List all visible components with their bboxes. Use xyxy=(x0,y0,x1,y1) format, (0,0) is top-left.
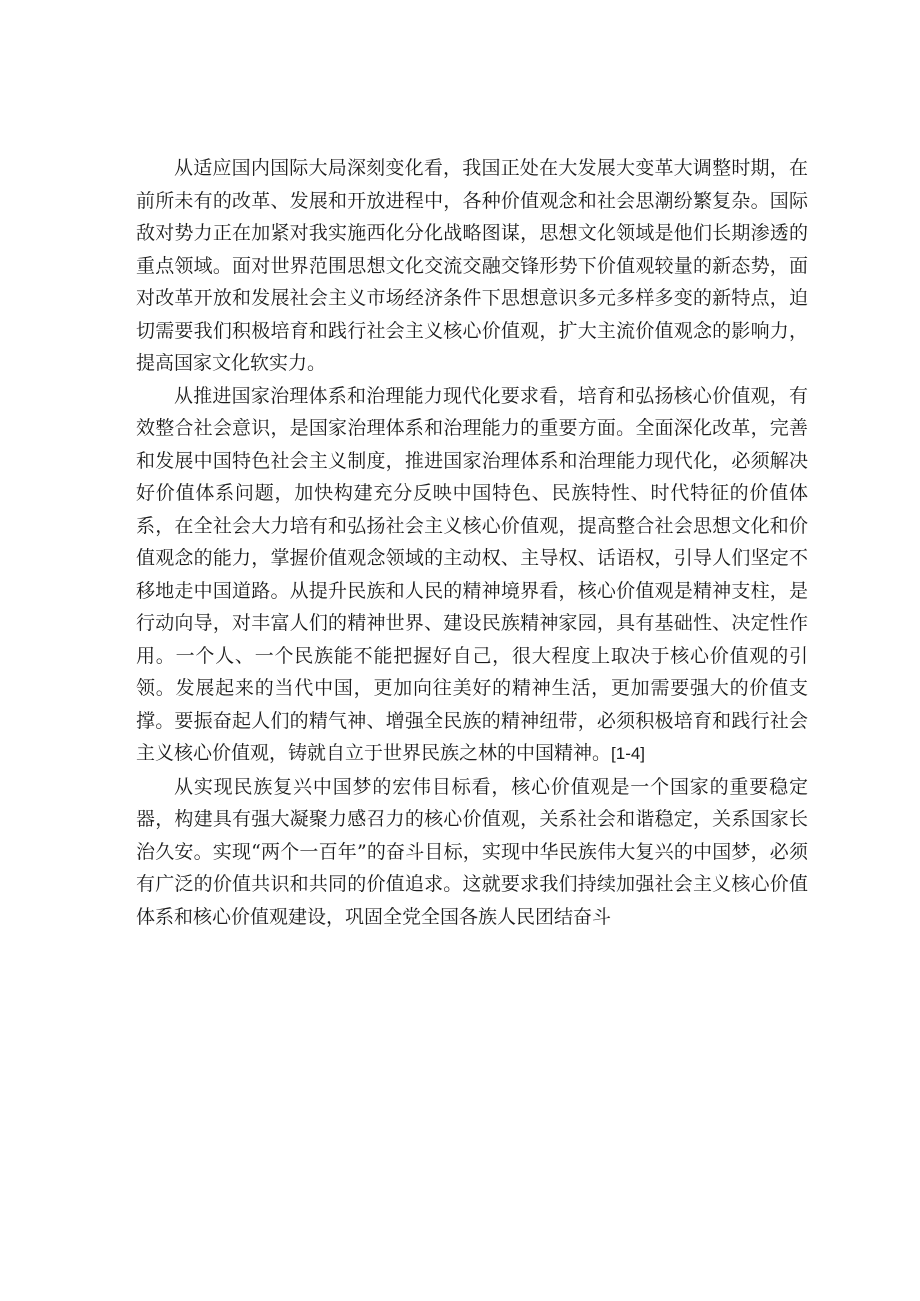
paragraph-2-text: 从推进国家治理体系和治理能力现代化要求看，培育和弘扬核心价值观，有效整合社会意识，是国家治理体系和治理能力的重要方面。全面深化改革，完善和发展中国特色社会主义制度，推进国家治理体系和治理能力现代化，必须解决好价值体系问题，加快构建充分反映中国特色、民族特性、时代特征的价值体系，在全社会大力培有和弘扬社会主义核心价值观，提高整合社会思想文化和价值观念的能力，掌握价值观念领域的主动权、主导权、话语权，引导人们坚定不移地走中国道路。从提升民族和人民的精神境界看，核心价值观是精神支柱，是行动向导，对丰富人们的精神世界、建设民族精神家园，具有基础性、决定性作用。一个人、一个民族能不能把握好自己，很大程度上取决于核心价值观的引领。发展起来的当代中国，更加向往美好的精神生活，更加需要强大的价值支撑。要振奋起人们的精气神、增强全民族的精神纽带，必须积极培育和践行社会主义核心价值观，铸就自立于世界民族之林的中国精神。 xyxy=(136,384,808,764)
paragraph-1-text: 从适应国内国际大局深刻变化看，我国正处在大发展大变革大调整时期，在前所未有的改革、发展和开放进程中，各种价值观念和社会思潮纷繁复杂。国际敌对势力正在加紧对我实施西化分化战略图谋，思想文化领域是他们长期渗透的重点领域。面对世界范围思想文化交流交融交锋形势下价值观较量的新态势，面对改革开放和发展社会主义市场经济条件下思想意识多元多样多变的新特点，迫切需要我们积极培育和践行社会主义核心价值观，扩大主流价值观念的影响力，提高国家文化软实力。 xyxy=(136,157,808,374)
citation-reference: [1-4] xyxy=(611,744,646,763)
paragraph-3-text: 从实现民族复兴中国梦的宏伟目标看，核心价值观是一个国家的重要稳定器，构建具有强大凝聚力感召力的核心价值观，关系社会和谐稳定，关系国家长治久安。实现“两个一百年”的奋斗目标，实现中华民族伟大复兴的中国梦，必须有广泛的价值共识和共同的价值追求。这就要求我们持续加强社会主义核心价值体系和核心价值观建设，巩固全党全国各族人民团结奋斗 xyxy=(136,775,808,928)
paragraph-3 xyxy=(136,771,808,934)
paragraph-1 xyxy=(136,152,808,380)
document-page xyxy=(136,152,808,933)
paragraph-2 xyxy=(136,380,808,771)
